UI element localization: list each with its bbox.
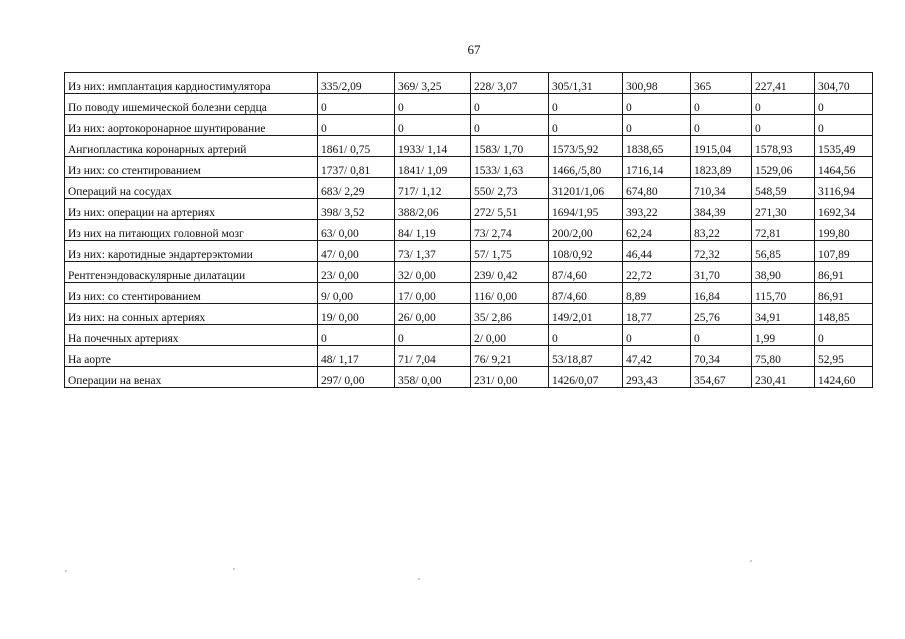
table-cell: 0	[623, 94, 691, 115]
table-cell: 0	[395, 94, 471, 115]
data-table	[64, 72, 873, 388]
table-cell: 73/ 2,74	[471, 220, 549, 241]
table-cell: 393,22	[623, 199, 691, 220]
table-cell: 23/ 0,00	[318, 262, 395, 283]
table-cell: 71/ 7,04	[395, 346, 471, 367]
table-cell: 0	[395, 325, 471, 346]
table-cell: 0	[752, 94, 815, 115]
table-cell: 0	[318, 325, 395, 346]
table-row	[65, 94, 873, 115]
table-cell: 0	[318, 94, 395, 115]
table-cell: 1692,34	[815, 199, 873, 220]
table-cell: 0	[691, 325, 752, 346]
table-cell: 47/ 0,00	[318, 241, 395, 262]
table-cell: 335/2,09	[318, 73, 395, 94]
table-cell: 1573/5,92	[549, 136, 623, 157]
scan-speck	[750, 560, 752, 562]
table-cell: 1529,06	[752, 157, 815, 178]
scan-speck	[233, 568, 235, 570]
table-cell: 358/ 0,00	[395, 367, 471, 388]
table-cell: 26/ 0,00	[395, 304, 471, 325]
table-cell: 84/ 1,19	[395, 220, 471, 241]
table-cell: 75,80	[752, 346, 815, 367]
row-label: Из них: операции на артериях	[65, 199, 318, 220]
table-cell: 34,91	[752, 304, 815, 325]
table-cell: 231/ 0,00	[471, 367, 549, 388]
row-label: На почечных артериях	[65, 325, 318, 346]
row-label: На аорте	[65, 346, 318, 367]
table-row	[65, 304, 873, 325]
table-cell: 1915,04	[691, 136, 752, 157]
table-cell: 116/ 0,00	[471, 283, 549, 304]
table-cell: 31,70	[691, 262, 752, 283]
table-cell: 1424,60	[815, 367, 873, 388]
table-cell: 149/2,01	[549, 304, 623, 325]
table-cell: 674,80	[623, 178, 691, 199]
table-cell: 384,39	[691, 199, 752, 220]
table-row	[65, 220, 873, 241]
row-label: Операций на сосудах	[65, 178, 318, 199]
table-cell: 354,67	[691, 367, 752, 388]
table-cell: 710,34	[691, 178, 752, 199]
row-label: Из них: на сонных артериях	[65, 304, 318, 325]
table-cell: 1464,56	[815, 157, 873, 178]
table-row	[65, 241, 873, 262]
table-cell: 230,41	[752, 367, 815, 388]
table-cell: 62,24	[623, 220, 691, 241]
table-cell: 548,59	[752, 178, 815, 199]
row-label: Из них на питающих головной мозг	[65, 220, 318, 241]
table-row	[65, 199, 873, 220]
table-cell: 0	[318, 115, 395, 136]
table-cell: 1466,/5,80	[549, 157, 623, 178]
table-cell: 72,32	[691, 241, 752, 262]
row-label: Из них: аортокоронарное шунтирование	[65, 115, 318, 136]
table-cell: 76/ 9,21	[471, 346, 549, 367]
table-cell: 271,30	[752, 199, 815, 220]
table-cell: 48/ 1,17	[318, 346, 395, 367]
table-cell: 388/2,06	[395, 199, 471, 220]
table-cell: 0	[623, 325, 691, 346]
row-label: Операции на венах	[65, 367, 318, 388]
table-row	[65, 325, 873, 346]
table-cell: 1426/0,07	[549, 367, 623, 388]
table-cell: 0	[815, 94, 873, 115]
table-cell: 19/ 0,00	[318, 304, 395, 325]
table-cell: 0	[752, 115, 815, 136]
row-label: Из них: со стентированием	[65, 283, 318, 304]
table-cell: 0	[395, 115, 471, 136]
table-cell: 31201/1,06	[549, 178, 623, 199]
table-cell: 72,81	[752, 220, 815, 241]
table-cell: 550/ 2,73	[471, 178, 549, 199]
table-row	[65, 367, 873, 388]
table-cell: 369/ 3,25	[395, 73, 471, 94]
table-cell: 199,80	[815, 220, 873, 241]
table-cell: 35/ 2,86	[471, 304, 549, 325]
table-cell: 1533/ 1,63	[471, 157, 549, 178]
table-cell: 0	[471, 94, 549, 115]
table-cell: 52,95	[815, 346, 873, 367]
table-cell: 683/ 2,29	[318, 178, 395, 199]
table-cell: 17/ 0,00	[395, 283, 471, 304]
table-cell: 0	[471, 115, 549, 136]
table-cell: 297/ 0,00	[318, 367, 395, 388]
table-cell: 304,70	[815, 73, 873, 94]
table-cell: 63/ 0,00	[318, 220, 395, 241]
table-cell: 200/2,00	[549, 220, 623, 241]
row-label: Из них: каротидные эндартерэктомии	[65, 241, 318, 262]
table-row	[65, 73, 873, 94]
table-cell: 1823,89	[691, 157, 752, 178]
table-cell: 300,98	[623, 73, 691, 94]
scan-speck	[65, 570, 67, 572]
table-cell: 46,44	[623, 241, 691, 262]
table-cell: 0	[549, 94, 623, 115]
table-cell: 115,70	[752, 283, 815, 304]
table-cell: 1583/ 1,70	[471, 136, 549, 157]
table-cell: 8,89	[623, 283, 691, 304]
table-cell: 239/ 0,42	[471, 262, 549, 283]
table-body	[65, 73, 873, 388]
table-cell: 1933/ 1,14	[395, 136, 471, 157]
table-cell: 0	[815, 325, 873, 346]
table-cell: 365	[691, 73, 752, 94]
table-row	[65, 346, 873, 367]
table-cell: 305/1,31	[549, 73, 623, 94]
row-label: Рентгенэндоваскулярные дилатации	[65, 262, 318, 283]
row-label: Из них: со стентированием	[65, 157, 318, 178]
table-cell: 38,90	[752, 262, 815, 283]
table-cell: 717/ 1,12	[395, 178, 471, 199]
table-cell: 9/ 0,00	[318, 283, 395, 304]
table-cell: 1841/ 1,09	[395, 157, 471, 178]
table-cell: 1535,49	[815, 136, 873, 157]
table-cell: 0	[691, 94, 752, 115]
table-cell: 1861/ 0,75	[318, 136, 395, 157]
table-cell: 3116,94	[815, 178, 873, 199]
table-cell: 1716,14	[623, 157, 691, 178]
table-cell: 16,84	[691, 283, 752, 304]
table-cell: 53/18,87	[549, 346, 623, 367]
table-cell: 18,77	[623, 304, 691, 325]
table-cell: 87/4,60	[549, 283, 623, 304]
table-cell: 1578,93	[752, 136, 815, 157]
table-cell: 1,99	[752, 325, 815, 346]
table-cell: 1838,65	[623, 136, 691, 157]
table-cell: 70,34	[691, 346, 752, 367]
table-cell: 86,91	[815, 283, 873, 304]
table-cell: 57/ 1,75	[471, 241, 549, 262]
table-cell: 227,41	[752, 73, 815, 94]
table-row	[65, 178, 873, 199]
table-cell: 0	[623, 115, 691, 136]
table-cell: 56,85	[752, 241, 815, 262]
table-cell: 73/ 1,37	[395, 241, 471, 262]
table-row	[65, 283, 873, 304]
table-cell: 107,89	[815, 241, 873, 262]
table-cell: 1694/1,95	[549, 199, 623, 220]
table-cell: 108/0,92	[549, 241, 623, 262]
table-cell: 25,76	[691, 304, 752, 325]
row-label: Ангиопластика коронарных артерий	[65, 136, 318, 157]
table-row	[65, 262, 873, 283]
row-label: По поводу ишемической болезни сердца	[65, 94, 318, 115]
table-cell: 272/ 5,51	[471, 199, 549, 220]
table-cell: 87/4,60	[549, 262, 623, 283]
table-cell: 0	[691, 115, 752, 136]
scan-speck	[418, 578, 420, 580]
table-cell: 148,85	[815, 304, 873, 325]
table-cell: 0	[549, 115, 623, 136]
page-number: 67	[467, 42, 481, 57]
row-label: Из них: имплантация кардиостимулятора	[65, 73, 318, 94]
table-row	[65, 157, 873, 178]
table-cell: 32/ 0,00	[395, 262, 471, 283]
table-cell: 1737/ 0,81	[318, 157, 395, 178]
table-cell: 398/ 3,52	[318, 199, 395, 220]
table-cell: 0	[549, 325, 623, 346]
table-cell: 47,42	[623, 346, 691, 367]
table-cell: 0	[815, 115, 873, 136]
table-cell: 22,72	[623, 262, 691, 283]
table-row	[65, 136, 873, 157]
table-cell: 228/ 3,07	[471, 73, 549, 94]
table-cell: 293,43	[623, 367, 691, 388]
table-cell: 2/ 0,00	[471, 325, 549, 346]
table-cell: 86,91	[815, 262, 873, 283]
table-cell: 83,22	[691, 220, 752, 241]
table-row	[65, 115, 873, 136]
